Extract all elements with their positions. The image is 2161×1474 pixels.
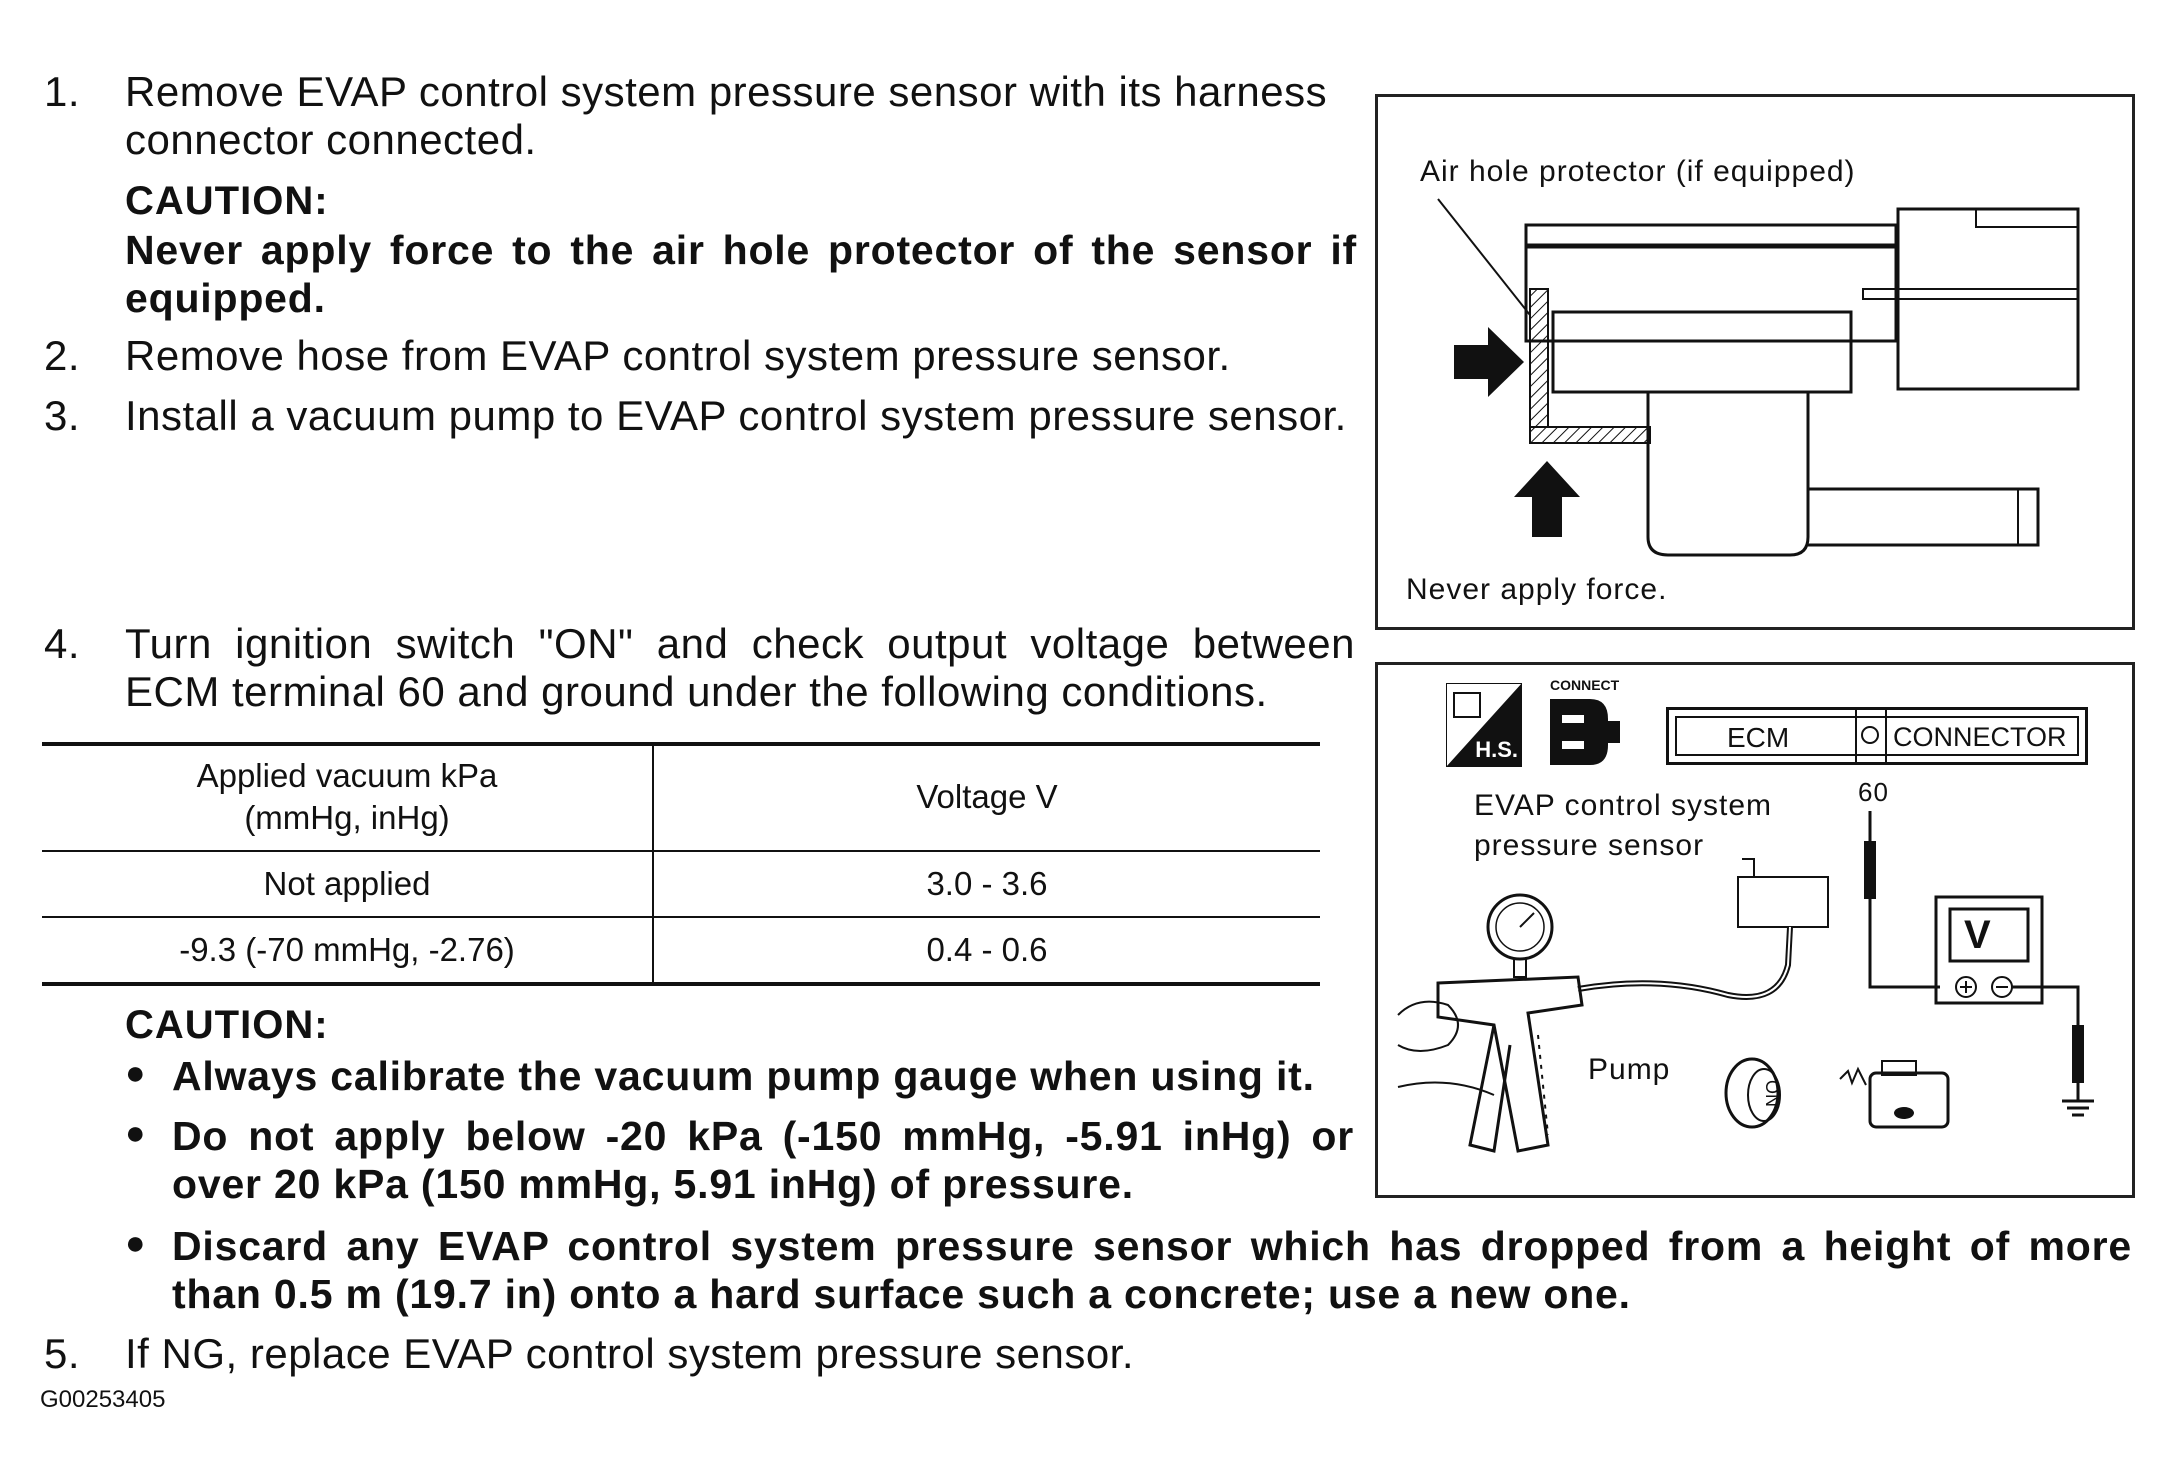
step-5 [0,1330,1360,1380]
figure-label-top: Air hole protector (if equipped) [1420,155,1856,188]
table-header-cell: Voltage V [916,778,1058,815]
caution-heading: CAUTION: [125,179,329,223]
bullet-icon: ● [125,1224,146,1262]
table-header-cell [42,744,653,851]
figure-label-bottom: Never apply force. [1406,573,1668,606]
step-number: 1. [44,68,81,115]
caution-text-line: equipped. [125,275,326,321]
voltmeter-label: V [1964,913,1991,957]
table-row [42,851,1320,917]
step-4 [0,620,1360,720]
arrow-up-icon [1514,461,1580,537]
spec-table [42,744,1320,982]
caution-bullet-line: Do not apply below -20 kPa (-150 mmHg, -5.91 inHg) or [172,1113,1354,1159]
caution-bullet-line: Always calibrate the vacuum pump gauge when using it. [172,1053,1315,1099]
sensor-label-line: pressure sensor [1474,829,1705,862]
caution-block [125,176,1357,322]
step-number: 2. [44,332,81,379]
step-text [125,68,1355,164]
figure-vacuum-test [1375,662,2135,1198]
ecm-label: ECM [1727,722,1790,753]
table-bottom-rule [42,982,1320,986]
table-header-line: (mmHg, inHg) [244,799,450,836]
step-number: 4. [44,620,81,667]
step-text: If NG, replace EVAP control system pressure sensor. [125,1330,1135,1377]
caution-bullet-line: than 0.5 m (19.7 in) onto a hard surface such a concrete; use a new one. [172,1271,1631,1317]
step-number: 3. [44,392,81,439]
test-setup-drawing [1378,665,2132,1195]
table-row [42,917,1320,982]
table-header-line: Applied vacuum kPa [196,757,498,794]
ignition-on-label: ON [1762,1080,1782,1107]
sensor-label-line: EVAP control system [1474,789,1772,822]
document-id: G00253405 [40,1386,166,1413]
bullet-icon: ● [125,1054,146,1092]
step-text-line: Turn ignition switch "ON" and check output voltage between [125,620,1355,667]
terminal-number: 60 [1858,777,1889,807]
step-1 [0,68,1360,168]
step-text [125,620,1355,716]
table-cell: -9.3 (-70 mmHg, -2.76) [42,917,653,982]
step-number: 5. [44,1330,81,1377]
step-text-line: Remove EVAP control system pressure sensor with its harness [125,68,1328,115]
caution-bullet-line: Discard any EVAP control system pressure sensor which has dropped from a height of more [172,1223,2132,1269]
step-3 [0,392,1360,442]
pump-label: Pump [1588,1053,1671,1086]
connect-label: CONNECT [1550,677,1620,693]
hs-label: H.S. [1475,737,1518,762]
step-text-line: ECM terminal 60 and ground under the following conditions. [125,668,1268,715]
table-cell: 3.0 - 3.6 [926,865,1048,902]
connector-label: CONNECTOR [1893,722,2067,752]
step-text-line: connector connected. [125,116,537,163]
step-2 [0,332,1360,382]
caution-bullet-line: over 20 kPa (150 mmHg, 5.91 inHg) of pressure. [172,1161,1134,1207]
arrow-right-icon [1454,327,1524,397]
step-text: Remove hose from EVAP control system pressure sensor. [125,332,1231,379]
bullet-icon: ● [125,1114,146,1152]
figure-air-hole-protector [1375,94,2135,630]
caution-heading: CAUTION: [125,1003,329,1047]
table-cell: 0.4 - 0.6 [926,931,1048,968]
table-cell: Not applied [42,851,653,917]
table-header-row [42,744,1320,851]
step-text: Install a vacuum pump to EVAP control system pressure sensor. [125,392,1347,439]
caution-text-line: Never apply force to the air hole protector of the sensor if [125,227,1357,273]
